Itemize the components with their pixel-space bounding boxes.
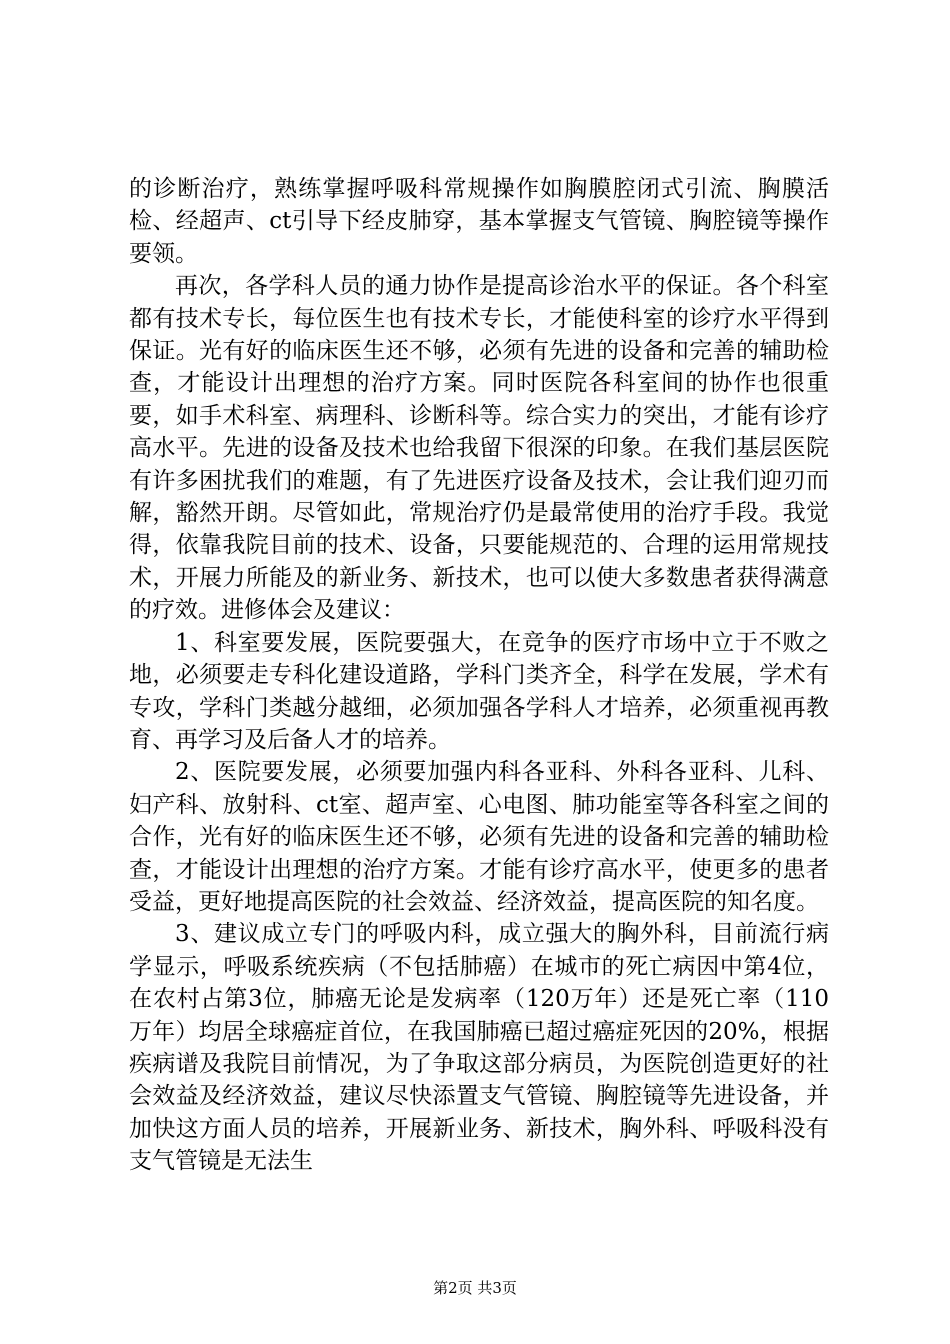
paragraph-suggestion-2: 2、医院要发展，必须要加强内科各亚科、外科各亚科、儿科、妇产科、放射科、ct室、超声室、心电图、肺功能室等各科室之间的合作，光有好的临床医生还不够，必须有先进的设备和完善的辅助检查，才能设计出理想的治疗方案。才能有诊疗高水平，使更多的患者受益，更好地提高医院的社会效益、经济效益，提高医院的知名度。: [129, 759, 829, 915]
paragraph-suggestion-1: 1、科室要发展，医院要强大，在竞争的医疗市场中立于不败之地，必须要走专科化建设道路，学科门类齐全，科学在发展，学术有专攻，学科门类越分越细，必须加强各学科人才培养，必须重视再教育、再学习及后备人才的培养。: [129, 629, 829, 753]
paragraph-collaboration: 再次，各学科人员的通力协作是提高诊治水平的保证。各个科室都有技术专长，每位医生也有技术专长，才能使科室的诊疗水平得到保证。光有好的临床医生还不够，必须有先进的设备和完善的辅助检查，才能设计出理想的治疗方案。同时医院各科室间的协作也很重要，如手术科室、病理科、诊断科等。综合实力的突出，才能有诊疗高水平。先进的设备及技术也给我留下很深的印象。在我们基层医院有许多困扰我们的难题，有了先进医疗设备及技术，会让我们迎刃而解，豁然开朗。尽管如此，常规治疗仍是最常使用的治疗手段。我觉得，依靠我院目前的技术、设备，只要能规范的、合理的运用常规技术，开展力所能及的新业务、新技术，也可以使大多数患者获得满意的疗效。进修体会及建议：: [129, 273, 829, 624]
page-footer: 第2页 共3页: [433, 1279, 517, 1297]
paragraph-continuation: 的诊断治疗，熟练掌握呼吸科常规操作如胸膜腔闭式引流、胸膜活检、经超声、ct引导下经皮肺穿，基本掌握支气管镜、胸腔镜等操作要领。: [129, 176, 829, 267]
paragraph-suggestion-3: 3、建议成立专门的呼吸内科，成立强大的胸外科，目前流行病学显示，呼吸系统疾病（不包括肺癌）在城市的死亡病因中第4位，在农村占第3位，肺癌无论是发病率（120万年）还是死亡率（110万年）均居全球癌症首位，在我国肺癌已超过癌症死因的20%，根据疾病谱及我院目前情况，为了争取这部分病员，为医院创造更好的社会效益及经济效益，建议尽快添置支气管镜、胸腔镜等先进设备，并加快这方面人员的培养，开展新业务、新技术，胸外科、呼吸科没有支气管镜是无法生: [129, 921, 829, 1175]
document-body: [129, 173, 829, 1178]
